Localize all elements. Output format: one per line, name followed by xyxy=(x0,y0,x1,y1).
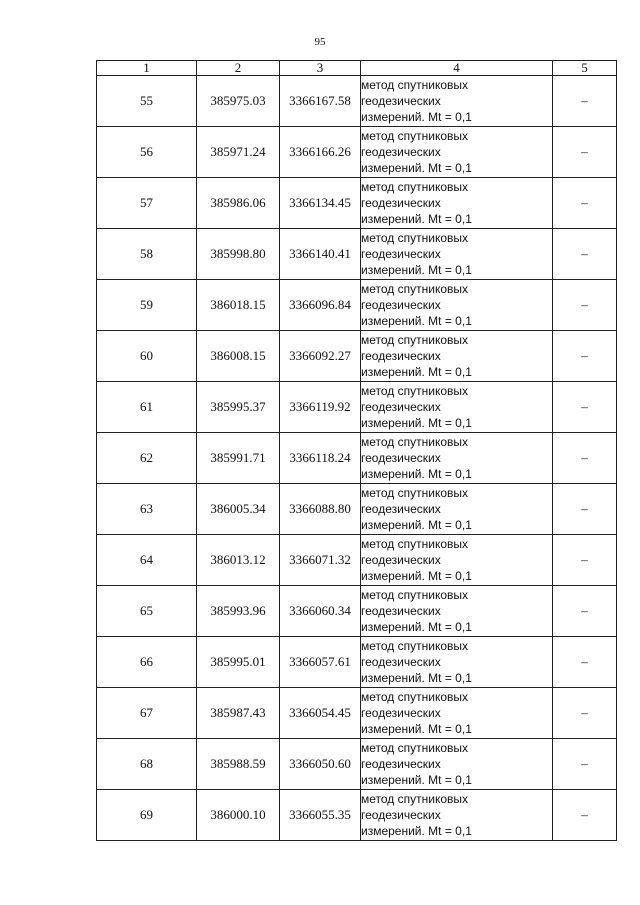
table-body xyxy=(97,76,617,841)
column-header-3: 3 xyxy=(280,61,361,76)
table-row xyxy=(97,637,617,688)
method-line: измерений. Mt = 0,1 xyxy=(361,110,472,124)
x-coordinate-cell: 385995.37 xyxy=(197,382,280,433)
table-row xyxy=(97,178,617,229)
y-coordinate-cell: 3366088.80 xyxy=(280,484,361,535)
method-line: метод спутниковых xyxy=(361,792,469,806)
method-line: измерений. Mt = 0,1 xyxy=(361,824,472,838)
y-coordinate-cell: 3366050.60 xyxy=(280,739,361,790)
method-line: измерений. Mt = 0,1 xyxy=(361,365,472,379)
method-line: геодезических xyxy=(361,400,441,414)
x-coordinate-cell: 385975.03 xyxy=(197,76,280,127)
method-line: измерений. Mt = 0,1 xyxy=(361,467,472,481)
table-row xyxy=(97,433,617,484)
method-line: измерений. Mt = 0,1 xyxy=(361,722,472,736)
note-cell: – xyxy=(553,280,617,331)
table-row xyxy=(97,382,617,433)
note-cell: – xyxy=(553,790,617,841)
method-line: геодезических xyxy=(361,655,441,669)
point-number-cell: 56 xyxy=(97,127,197,178)
method-cell xyxy=(361,535,553,586)
note-cell: – xyxy=(553,178,617,229)
note-cell: – xyxy=(553,688,617,739)
y-coordinate-cell: 3366134.45 xyxy=(280,178,361,229)
point-number-cell: 65 xyxy=(97,586,197,637)
y-coordinate-cell: 3366060.34 xyxy=(280,586,361,637)
y-coordinate-cell: 3366092.27 xyxy=(280,331,361,382)
method-cell xyxy=(361,280,553,331)
y-coordinate-cell: 3366096.84 xyxy=(280,280,361,331)
x-coordinate-cell: 386000.10 xyxy=(197,790,280,841)
x-coordinate-cell: 386005.34 xyxy=(197,484,280,535)
method-cell xyxy=(361,688,553,739)
method-line: геодезических xyxy=(361,553,441,567)
method-line: геодезических xyxy=(361,706,441,720)
method-line: метод спутниковых xyxy=(361,180,469,194)
method-line: измерений. Mt = 0,1 xyxy=(361,263,472,277)
method-line: метод спутниковых xyxy=(361,486,469,500)
table-row xyxy=(97,484,617,535)
x-coordinate-cell: 385998.80 xyxy=(197,229,280,280)
note-cell: – xyxy=(553,76,617,127)
x-coordinate-cell: 385987.43 xyxy=(197,688,280,739)
column-header-1: 1 xyxy=(97,61,197,76)
y-coordinate-cell: 3366119.92 xyxy=(280,382,361,433)
method-line: метод спутниковых xyxy=(361,78,469,92)
column-header-5: 5 xyxy=(553,61,617,76)
note-cell: – xyxy=(553,637,617,688)
y-coordinate-cell: 3366057.61 xyxy=(280,637,361,688)
point-number-cell: 55 xyxy=(97,76,197,127)
method-line: метод спутниковых xyxy=(361,435,469,449)
point-number-cell: 64 xyxy=(97,535,197,586)
method-line: измерений. Mt = 0,1 xyxy=(361,620,472,634)
method-cell xyxy=(361,433,553,484)
method-line: метод спутниковых xyxy=(361,333,469,347)
method-cell xyxy=(361,586,553,637)
note-cell: – xyxy=(553,433,617,484)
method-line: измерений. Mt = 0,1 xyxy=(361,314,472,328)
method-line: метод спутниковых xyxy=(361,639,469,653)
method-cell xyxy=(361,229,553,280)
method-line: измерений. Mt = 0,1 xyxy=(361,416,472,430)
point-number-cell: 63 xyxy=(97,484,197,535)
table-header-row xyxy=(97,61,617,76)
note-cell: – xyxy=(553,382,617,433)
method-line: метод спутниковых xyxy=(361,741,469,755)
x-coordinate-cell: 386018.15 xyxy=(197,280,280,331)
x-coordinate-cell: 385993.96 xyxy=(197,586,280,637)
coordinates-table xyxy=(96,60,617,841)
point-number-cell: 60 xyxy=(97,331,197,382)
method-line: геодезических xyxy=(361,451,441,465)
point-number-cell: 67 xyxy=(97,688,197,739)
x-coordinate-cell: 386013.12 xyxy=(197,535,280,586)
method-line: метод спутниковых xyxy=(361,231,469,245)
note-cell: – xyxy=(553,586,617,637)
note-cell: – xyxy=(553,127,617,178)
method-line: метод спутниковых xyxy=(361,537,469,551)
x-coordinate-cell: 385988.59 xyxy=(197,739,280,790)
y-coordinate-cell: 3366140.41 xyxy=(280,229,361,280)
x-coordinate-cell: 386008.15 xyxy=(197,331,280,382)
y-coordinate-cell: 3366118.24 xyxy=(280,433,361,484)
table-row xyxy=(97,688,617,739)
method-line: геодезических xyxy=(361,502,441,516)
method-line: метод спутниковых xyxy=(361,129,469,143)
method-cell xyxy=(361,127,553,178)
x-coordinate-cell: 385991.71 xyxy=(197,433,280,484)
y-coordinate-cell: 3366167.58 xyxy=(280,76,361,127)
method-line: метод спутниковых xyxy=(361,690,469,704)
method-cell xyxy=(361,331,553,382)
method-cell xyxy=(361,178,553,229)
method-line: измерений. Mt = 0,1 xyxy=(361,212,472,226)
y-coordinate-cell: 3366166.26 xyxy=(280,127,361,178)
method-line: измерений. Mt = 0,1 xyxy=(361,161,472,175)
table-row xyxy=(97,76,617,127)
note-cell: – xyxy=(553,739,617,790)
method-line: метод спутниковых xyxy=(361,384,469,398)
method-line: геодезических xyxy=(361,94,441,108)
method-line: геодезических xyxy=(361,808,441,822)
table-row xyxy=(97,331,617,382)
method-cell xyxy=(361,637,553,688)
note-cell: – xyxy=(553,535,617,586)
x-coordinate-cell: 385986.06 xyxy=(197,178,280,229)
method-line: геодезических xyxy=(361,196,441,210)
method-line: метод спутниковых xyxy=(361,282,469,296)
point-number-cell: 68 xyxy=(97,739,197,790)
table-row xyxy=(97,586,617,637)
method-cell xyxy=(361,382,553,433)
point-number-cell: 59 xyxy=(97,280,197,331)
method-line: измерений. Mt = 0,1 xyxy=(361,518,472,532)
page-number: 95 xyxy=(314,36,326,48)
table-row xyxy=(97,127,617,178)
point-number-cell: 62 xyxy=(97,433,197,484)
method-line: геодезических xyxy=(361,247,441,261)
point-number-cell: 58 xyxy=(97,229,197,280)
method-line: геодезических xyxy=(361,298,441,312)
x-coordinate-cell: 385995.01 xyxy=(197,637,280,688)
note-cell: – xyxy=(553,229,617,280)
method-line: геодезических xyxy=(361,349,441,363)
method-cell xyxy=(361,739,553,790)
note-cell: – xyxy=(553,484,617,535)
method-line: метод спутниковых xyxy=(361,588,469,602)
method-cell xyxy=(361,484,553,535)
x-coordinate-cell: 385971.24 xyxy=(197,127,280,178)
y-coordinate-cell: 3366055.35 xyxy=(280,790,361,841)
column-header-4: 4 xyxy=(361,61,553,76)
table-row xyxy=(97,229,617,280)
table-row xyxy=(97,739,617,790)
method-line: измерений. Mt = 0,1 xyxy=(361,773,472,787)
table-row xyxy=(97,280,617,331)
note-cell: – xyxy=(553,331,617,382)
method-line: геодезических xyxy=(361,604,441,618)
method-cell xyxy=(361,76,553,127)
point-number-cell: 69 xyxy=(97,790,197,841)
method-cell xyxy=(361,790,553,841)
table-row xyxy=(97,535,617,586)
method-line: геодезических xyxy=(361,757,441,771)
table-row xyxy=(97,790,617,841)
column-header-2: 2 xyxy=(197,61,280,76)
y-coordinate-cell: 3366054.45 xyxy=(280,688,361,739)
method-line: геодезических xyxy=(361,145,441,159)
method-line: измерений. Mt = 0,1 xyxy=(361,569,472,583)
point-number-cell: 57 xyxy=(97,178,197,229)
y-coordinate-cell: 3366071.32 xyxy=(280,535,361,586)
point-number-cell: 66 xyxy=(97,637,197,688)
method-line: измерений. Mt = 0,1 xyxy=(361,671,472,685)
point-number-cell: 61 xyxy=(97,382,197,433)
